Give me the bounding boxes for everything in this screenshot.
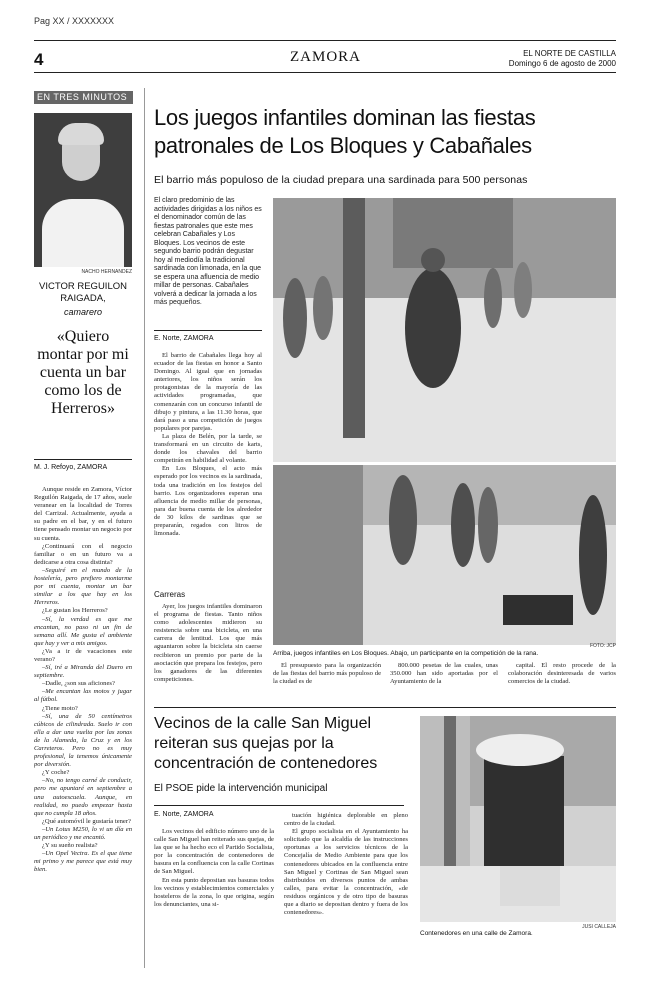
header-rule — [34, 40, 616, 41]
article1-subhead: El barrio más populoso de la ciudad prepara una sardinada para 500 personas — [154, 174, 528, 186]
article1-photo-credit: FOTO: JCP — [589, 643, 616, 649]
article1-body: El barrio de Cabañales llega hoy al ecuador de las fiestas en honor a Santo Domingo. Al igual que en jornadas anteriores, los niños serán los protagonistas de la mayoría de las actividades programadas, que comenzarán con un concurso infantil de dibujo y pintura, a las 11.30 horas, que dará paso a una competición de juegos populares por parejas. La plaza de Belén, por la tarde, se transformará en un circuito de karts, donde los chavales del barrio competirán en habilidad al volante. En Los Bloques, el acto más esperado por los vecinos es la sardinada, toda una tradición en los festejos del barrio. Los organizadores esperan una afluencia de medio millar de personas, para dar buena cuenta de los alrededor de 30 kilos de sardinas que se prepararán, regados con litros de limonada. — [154, 352, 262, 538]
article2-rule — [154, 805, 404, 806]
sidebar-photo-credit: NACHO HERNANDEZ — [81, 269, 132, 275]
photo-children-games-art — [273, 198, 616, 462]
article2-photo-credit: JUSI CALLEJA — [582, 924, 616, 930]
photo-frog-competition — [273, 465, 616, 645]
page-number: 4 — [34, 50, 44, 69]
article1-subtitle: Carreras — [154, 590, 186, 599]
article2-body: Los vecinos del edificio número uno de la calle San Miguel han reiterado sus quejas, de las que se ha hecho eco el Partido Socialista, por la concentración de contenedores de basura en la confluencia con la calle Cortinas de San Miguel. En esta punto depositan sus basuras todos los vecinos y establecimientos comerciales y hosteleros de la zona, lo que origina, según los denunciantes, una si- — [154, 828, 274, 908]
article1-lead: El claro predominio de las actividades dirigidas a los niños es el denominador común de las fiestas patronales que este mes celebran Cabañales y Los Bloques. Los vecinos de este segundo barrio podrán degustar hoy al mediodía la tradicional sardinada con limonada, en la que se espera una afluencia de medio millar de personas. Cabañales volverá a dedicar la jornada a los más pequeños. — [154, 197, 262, 306]
article1-body-col5: capital. El resto procede de la colaboración desinteresada de varios comercios de la ciudad. — [508, 662, 616, 686]
sidebar-rule — [34, 459, 132, 460]
photo-children-games — [273, 198, 616, 462]
article2-byline: E. Norte, ZAMORA — [154, 811, 214, 818]
column-divider — [144, 88, 145, 968]
article1-headline: Los juegos infantiles dominan las fiestas patronales de Los Bloques y Cabañales — [154, 105, 536, 158]
interviewee-photo — [34, 113, 132, 267]
interviewee-role: camarero — [63, 307, 102, 317]
article1-byline: E. Norte, ZAMORA — [154, 335, 214, 342]
article1-body-2: Ayer, los juegos infantiles dominaron el programa de fiestas. Tanto niños como adolescentes midieron su resistencia sobre una bicicleta, en una carrera de lentitud. Los que más aguantaron sobre la bicicleta sin caerse recibieron un premio por parte de la asociación que prepara los festejos, pero los ganadores de las diferentes competiciones. — [154, 603, 262, 683]
issue-date: Domingo 6 de agosto de 2000 — [508, 59, 616, 68]
newspaper-name: EL NORTE DE CASTILLA — [523, 49, 616, 58]
article1-body-col3: El presupuesto para la organización de las fiestas del barrio más populoso de la ciudad es de — [273, 662, 381, 686]
interviewee-name: VICTOR REGUILON RAIGADA, — [39, 281, 127, 304]
page-top-label: Pag XX / XXXXXXX — [34, 16, 115, 26]
article2-photo-caption: Contenedores en una calle de Zamora. — [420, 930, 533, 937]
photo-containers-art — [420, 716, 616, 922]
pull-quote: «Quiero montar por mi cuenta un bar como los de Herreros» — [37, 328, 129, 417]
sidebar-body: Aunque reside en Zamora, Víctor Reguilón Raigada, de 17 años, suele veranear en la localidad de Torres del Carrizal. Actualmente, ayuda a su padre en el bar, y en el futuro tiene pensado montar un negocio por su cuenta. ¿Continuará con el negocio familiar o en un futuro va a dedicarse a otra cosa distinta? –Seguiré en el mundo de la hostelería, pero prefiero montarme por mi cuenta, montar un bar similar a los que hay en los Herreros. ¿Le gustan los Herreros? –Sí, la verdad es que me encantan, no paso ni un fin de semana allí. Me gusta el ambiente que hay y ver a mis amigos. ¿Va a ir de vacaciones este verano? –Sí, iré a Miranda del Duero en septiembre. –Dadle, ¿son sus aficiones? –Me encantan las motos y jugar al fútbol. ¿Tiene moto? –Sí, una de 50 centímetros cúbicos de cilindrada. Suelo ir con ella a dar una vuelta por las zonas de la Alameda, la Cruz y en los Carreteros. Pero no es muy profesional, la tenemos únicamente por diversión. ¿Y coche? –No, no tengo carné de conducir, pero me apuntaré en septiembre a una autoescuela. Aunque, en realidad, no puedo empezar hasta que no cumpla 18 años. ¿Qué automóvil le gustaría tener? –Un Lotus M250, lo vi un día en un periódico y me encantó. ¿Y su sueño realista? –Un Opel Vectra. Es el que tiene mi primo y me parece que está muy bien. — [34, 486, 132, 874]
article2-body-col2: tuación higiénica deplorable en pleno centro de la ciudad. El grupo socialista en el Ayuntamiento ha solicitado que la alcaldía de las instrucciones oportunas a los servicios técnicos de la Concejalía de Medio Ambiente para que los contenedores ubicados en la confluencia entre San Miguel y Cortinas de San Miguel sean distribuidos en diversos puntos de ambas calles, para evitar la concentración, «de residuos orgánicos y de otro tipo de basuras que a diario se depositan dentro y fuera de los contenedores». — [284, 812, 408, 917]
header-bottom-rule — [34, 72, 616, 73]
section-title: ZAMORA — [290, 49, 362, 65]
sidebar-section-label: EN TRES MINUTOS — [34, 91, 133, 104]
sidebar-byline: M. J. Refoyo, ZAMORA — [34, 464, 108, 471]
article2-headline: Vecinos de la calle San Miguel reiteran sus quejas por la concentración de contenedores — [154, 715, 378, 772]
lead-rule — [154, 330, 262, 331]
article1-body-col4: 800.000 pesetas de las cuales, unas 350.000 han sido aportadas por el Ayuntamiento de la — [390, 662, 498, 686]
newspaper-info — [509, 49, 616, 69]
article2-subhead: El PSOE pide la intervención municipal — [154, 783, 328, 794]
article1-photo-caption: Arriba, juegos infantiles en Los Bloques. Abajo, un participante en la competición de la rana. — [273, 650, 539, 657]
photo-frog-competition-art — [273, 465, 616, 645]
article-separator — [154, 707, 616, 708]
photo-containers — [420, 716, 616, 922]
